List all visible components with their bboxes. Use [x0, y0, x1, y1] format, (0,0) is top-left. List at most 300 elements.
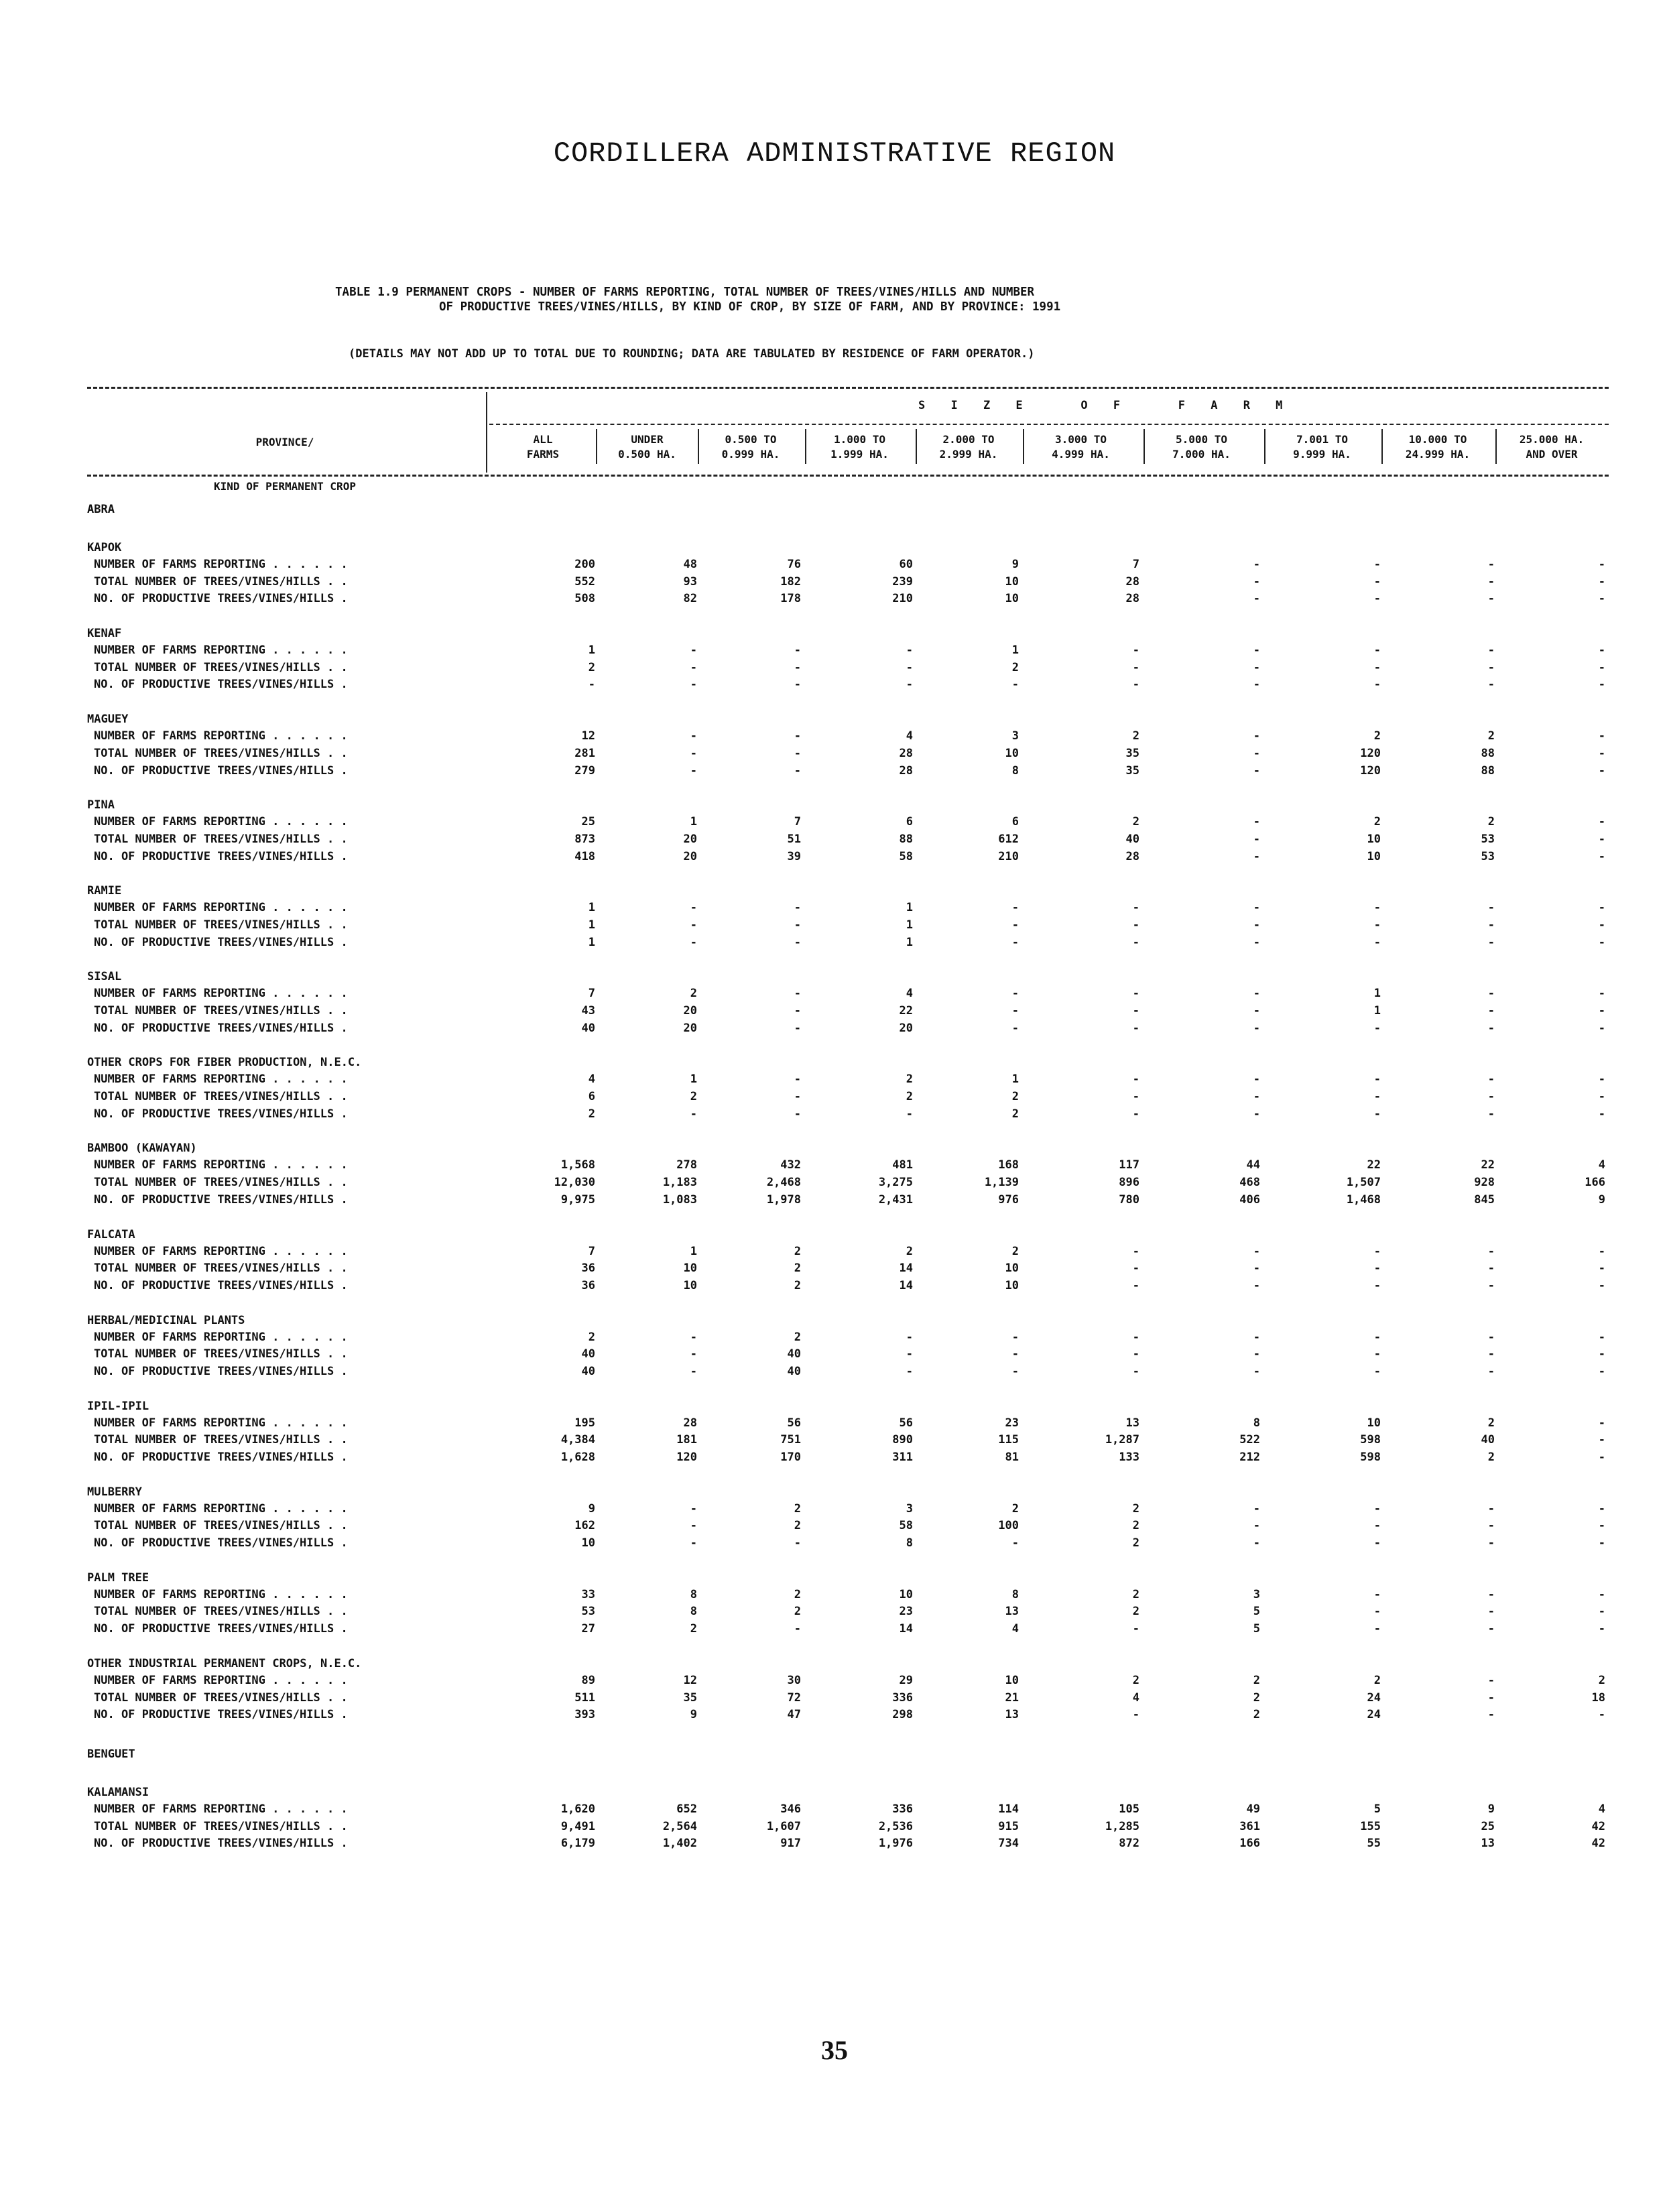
table-cell: 40 — [581, 1021, 595, 1035]
stub-heading-line: KIND OF PERMANENT CROP — [214, 480, 356, 493]
row-productive-trees — [87, 1363, 1605, 1381]
row-label: NUMBER OF FARMS REPORTING . . . . . . — [94, 1072, 348, 1087]
table-caption-line: OF PRODUCTIVE TREES/VINES/HILLS, BY KIND OF CROP, BY SIZE OF FARM, AND BY PROVINCE: 1991 — [439, 300, 1061, 314]
column-divider — [698, 429, 699, 464]
table-cell: 9 — [1598, 1192, 1605, 1207]
crop-name: RAMIE — [87, 884, 122, 898]
crop-name: KENAF — [87, 627, 122, 641]
table-cell: - — [1011, 901, 1019, 915]
table-cell: 115 — [998, 1433, 1019, 1447]
row-productive-trees — [87, 591, 1605, 608]
table-cell: - — [1373, 1021, 1381, 1035]
row-total-trees — [87, 660, 1605, 677]
table-cell: 1,287 — [1105, 1433, 1139, 1447]
table-cell: 552 — [574, 574, 595, 589]
table-cell: - — [1253, 1501, 1260, 1516]
row-productive-trees — [87, 1278, 1605, 1295]
table-cell: - — [690, 1347, 697, 1361]
table-cell: 1 — [906, 918, 913, 932]
row-farms-reporting — [87, 1587, 1605, 1604]
table-cell: 1,976 — [878, 1837, 913, 1851]
table-cell: 51 — [787, 832, 801, 846]
row-label: TOTAL NUMBER OF TREES/VINES/HILLS . . — [94, 832, 348, 846]
table-cell: 28 — [899, 746, 913, 760]
table-cell: 10 — [1005, 592, 1019, 606]
row-label: NO. OF PRODUCTIVE TREES/VINES/HILLS . — [94, 763, 348, 778]
column-divider — [596, 429, 597, 464]
row-total-trees — [87, 1260, 1605, 1278]
table-cell: - — [794, 935, 801, 949]
table-cell: - — [1132, 1347, 1139, 1361]
crop-name: OTHER CROPS FOR FIBER PRODUCTION, N.E.C. — [87, 1056, 362, 1070]
table-cell: 1,978 — [766, 1192, 801, 1207]
row-label: NO. OF PRODUCTIVE TREES/VINES/HILLS . — [94, 1837, 348, 1851]
table-cell: - — [1487, 660, 1495, 674]
crop-block — [87, 540, 1605, 608]
column-divider — [805, 429, 806, 464]
table-cell: 10 — [1005, 1262, 1019, 1276]
table-cell: 8 — [1011, 763, 1019, 778]
row-label: NUMBER OF FARMS REPORTING . . . . . . — [94, 1587, 348, 1601]
row-label: NUMBER OF FARMS REPORTING . . . . . . — [94, 729, 348, 743]
column-header-line: 0.500 HA. — [618, 448, 676, 460]
row-label: NUMBER OF FARMS REPORTING . . . . . . — [94, 1158, 348, 1172]
table-cell: - — [690, 746, 697, 760]
table-cell: - — [1373, 643, 1381, 658]
table-cell: 511 — [574, 1691, 595, 1705]
table-cell: - — [1487, 1605, 1495, 1619]
column-header — [599, 432, 696, 462]
stub-heading-line: PROVINCE/ — [255, 436, 314, 448]
table-cell: - — [1373, 1364, 1381, 1378]
row-farms-reporting — [87, 985, 1605, 1003]
table-cell: 2 — [588, 660, 595, 674]
table-cell: - — [1011, 987, 1019, 1001]
table-cell: - — [794, 1004, 801, 1018]
table-cell: 23 — [899, 1605, 913, 1619]
row-label: NO. OF PRODUCTIVE TREES/VINES/HILLS . — [94, 678, 348, 692]
table-cell: - — [1487, 1519, 1495, 1533]
row-label: NO. OF PRODUCTIVE TREES/VINES/HILLS . — [94, 1107, 348, 1121]
table-cell: 2 — [1132, 815, 1139, 829]
table-cell: - — [1598, 901, 1605, 915]
table-cell: 20 — [683, 849, 697, 863]
table-cell: 406 — [1239, 1192, 1260, 1207]
column-header-line: 24.999 HA. — [1405, 448, 1471, 460]
row-farms-reporting — [87, 1243, 1605, 1261]
table-cell: 1 — [1373, 1004, 1381, 1018]
table-cell: 35 — [683, 1691, 697, 1705]
table-cell: 8 — [690, 1605, 697, 1619]
table-cell: 890 — [892, 1433, 913, 1447]
table-cell: 7 — [1132, 558, 1139, 571]
table-cell: - — [1132, 1021, 1139, 1035]
table-cell: 82 — [683, 592, 697, 606]
table-cell: - — [690, 1107, 697, 1121]
table-cell: - — [1253, 678, 1260, 692]
table-cell: - — [1598, 1278, 1605, 1292]
table-cell: 18 — [1591, 1691, 1605, 1705]
table-cell: - — [1598, 729, 1605, 743]
table-cell: 53 — [1481, 849, 1495, 863]
table-cell: - — [1253, 1330, 1260, 1344]
table-cell: 239 — [892, 574, 913, 589]
crop-name: KAPOK — [87, 541, 122, 554]
row-total-trees — [87, 1003, 1605, 1020]
row-productive-trees — [87, 1621, 1605, 1638]
table-cell: - — [1132, 1090, 1139, 1104]
table-cell: 9 — [1487, 1802, 1495, 1816]
table-cell: 20 — [899, 1021, 913, 1035]
size-of-farm-heading: S I Z E O F F A R M — [918, 399, 1292, 412]
table-cell: - — [1373, 592, 1381, 606]
table-cell: - — [1253, 746, 1260, 760]
table-cell: 2 — [1487, 815, 1495, 829]
table-cell: 47 — [787, 1708, 801, 1722]
table-cell: 598 — [1360, 1433, 1381, 1447]
table-cell: - — [906, 1364, 913, 1378]
table-cell: - — [1598, 1244, 1605, 1258]
table-cell: - — [794, 987, 801, 1001]
row-label: TOTAL NUMBER OF TREES/VINES/HILLS . . — [94, 1176, 348, 1190]
table-cell: 10 — [1005, 1673, 1019, 1687]
table-cell: 1,607 — [766, 1819, 801, 1833]
table-cell: 49 — [1246, 1802, 1260, 1816]
table-cell: - — [794, 763, 801, 778]
table-cell: - — [1132, 660, 1139, 674]
table-cell: 2 — [1487, 1416, 1495, 1430]
row-total-trees — [87, 1603, 1605, 1621]
table-cell: - — [1132, 1107, 1139, 1121]
row-label: TOTAL NUMBER OF TREES/VINES/HILLS . . — [94, 1347, 348, 1361]
row-farms-reporting — [87, 1329, 1605, 1347]
table-cell: 20 — [683, 1004, 697, 1018]
table-cell: - — [906, 1107, 913, 1121]
column-divider — [1495, 429, 1497, 464]
table-cell: 872 — [1119, 1837, 1139, 1851]
table-cell: 2 — [794, 1519, 801, 1533]
row-label: TOTAL NUMBER OF TREES/VINES/HILLS . . — [94, 1605, 348, 1619]
table-cell: 182 — [780, 574, 801, 589]
table-cell: - — [1253, 1244, 1260, 1258]
table-cell: 4 — [1598, 1158, 1605, 1172]
table-cell: 9,975 — [560, 1192, 595, 1207]
table-cell: - — [906, 643, 913, 658]
table-cell: 10 — [1367, 1416, 1381, 1430]
table-cell: - — [1253, 1519, 1260, 1533]
row-productive-trees — [87, 1835, 1605, 1853]
table-cell: - — [1132, 1364, 1139, 1378]
table-cell: 76 — [787, 558, 801, 571]
column-header-line: UNDER — [631, 433, 664, 446]
table-cell: 24 — [1367, 1708, 1381, 1722]
column-header-line: 7.001 TO — [1296, 433, 1349, 446]
table-cell: 35 — [1125, 763, 1139, 778]
table-cell: 5 — [1373, 1802, 1381, 1816]
table-cell: 14 — [899, 1622, 913, 1636]
table-cell: 2 — [794, 1262, 801, 1276]
table-cell: 2 — [906, 1244, 913, 1258]
table-cell: - — [1373, 1330, 1381, 1344]
table-cell: - — [794, 660, 801, 674]
table-cell: 2 — [794, 1587, 801, 1601]
crop-name: PALM TREE — [87, 1571, 149, 1585]
crop-block — [87, 797, 1605, 865]
table-cell: 5 — [1253, 1622, 1260, 1636]
table-cell: 8 — [1011, 1587, 1019, 1601]
table-cell: - — [690, 678, 697, 692]
table-cell: - — [1487, 1090, 1495, 1104]
table-cell: 23 — [1005, 1416, 1019, 1430]
crop-block — [87, 1784, 1605, 1853]
table-cell: 13 — [1125, 1416, 1139, 1430]
table-cell: - — [794, 901, 801, 915]
table-cell: 468 — [1239, 1176, 1260, 1190]
table-cell: - — [1598, 987, 1605, 1001]
table-cell: - — [1487, 918, 1495, 932]
table-cell: - — [1373, 678, 1381, 692]
table-cell: 278 — [676, 1158, 697, 1172]
table-cell: - — [1598, 592, 1605, 606]
table-cell: 36 — [581, 1262, 595, 1276]
table-cell: 4 — [1598, 1802, 1605, 1816]
table-cell: 10 — [1005, 746, 1019, 760]
column-header — [918, 432, 1019, 462]
row-label: TOTAL NUMBER OF TREES/VINES/HILLS . . — [94, 574, 348, 589]
crop-name: OTHER INDUSTRIAL PERMANENT CROPS, N.E.C. — [87, 1656, 362, 1670]
column-divider — [1381, 429, 1383, 464]
crop-block — [87, 1398, 1605, 1467]
table-cell: 100 — [998, 1519, 1019, 1533]
table-cell: 896 — [1119, 1176, 1139, 1190]
row-farms-reporting — [87, 1157, 1605, 1174]
table-cell: 5 — [1253, 1605, 1260, 1619]
table-cell: - — [1373, 1090, 1381, 1104]
table-cell: - — [1487, 1622, 1495, 1636]
row-farms-reporting — [87, 728, 1605, 745]
row-total-trees — [87, 917, 1605, 934]
table-cell: - — [1487, 1691, 1495, 1705]
table-cell: 27 — [581, 1622, 595, 1636]
table-cell: - — [1253, 815, 1260, 829]
table-cell: - — [1487, 678, 1495, 692]
table-cell: - — [1253, 1072, 1260, 1087]
table-cell: - — [1598, 1021, 1605, 1035]
table-cell: 1,139 — [984, 1176, 1019, 1190]
row-productive-trees — [87, 1020, 1605, 1038]
table-cell: 155 — [1360, 1819, 1381, 1833]
table-cell: - — [1011, 1021, 1019, 1035]
table-cell: 12 — [683, 1673, 697, 1687]
table-cell: 53 — [1481, 832, 1495, 846]
table-cell: 2 — [906, 1072, 913, 1087]
crop-block — [87, 1227, 1605, 1295]
table-cell: - — [1011, 1347, 1019, 1361]
table-cell: 114 — [998, 1802, 1019, 1816]
table-cell: 10 — [1367, 849, 1381, 863]
table-cell: - — [1253, 643, 1260, 658]
table-cell: - — [1253, 832, 1260, 846]
table-cell: 1,568 — [560, 1158, 595, 1172]
table-cell: 25 — [581, 815, 595, 829]
table-cell: - — [690, 1330, 697, 1344]
column-header — [808, 432, 912, 462]
table-cell: 1 — [588, 935, 595, 949]
table-cell: 2 — [1253, 1691, 1260, 1705]
table-cell: 481 — [892, 1158, 913, 1172]
table-cell: 24 — [1367, 1691, 1381, 1705]
table-cell: 56 — [899, 1416, 913, 1430]
table-cell: 120 — [1360, 746, 1381, 760]
table-cell: 40 — [1125, 832, 1139, 846]
table-cell: - — [1253, 1364, 1260, 1378]
table-cell: - — [1132, 678, 1139, 692]
table-cell: - — [1598, 1451, 1605, 1464]
table-cell: 89 — [581, 1673, 595, 1687]
table-cell: - — [1011, 1004, 1019, 1018]
table-cell: 2 — [1011, 660, 1019, 674]
table-cell: - — [1598, 1004, 1605, 1018]
table-caption-line: TABLE 1.9 PERMANENT CROPS - NUMBER OF FARMS REPORTING, TOTAL NUMBER OF TREES/VINES/HILLS AND NUMBER — [335, 286, 1035, 299]
row-label: NUMBER OF FARMS REPORTING . . . . . . — [94, 1802, 348, 1816]
table-cell: 652 — [676, 1802, 697, 1816]
table-cell: - — [1487, 987, 1495, 1001]
row-label: TOTAL NUMBER OF TREES/VINES/HILLS . . — [94, 1819, 348, 1833]
row-total-trees — [87, 1690, 1605, 1707]
row-label: NO. OF PRODUCTIVE TREES/VINES/HILLS . — [94, 1278, 348, 1292]
table-cell: 13 — [1005, 1605, 1019, 1619]
row-farms-reporting — [87, 556, 1605, 574]
table-cell: 28 — [1125, 592, 1139, 606]
table-cell: 14 — [899, 1262, 913, 1276]
table-cell: - — [1598, 660, 1605, 674]
table-cell: - — [1373, 901, 1381, 915]
table-cell: 2 — [1132, 1673, 1139, 1687]
table-cell: - — [1011, 1536, 1019, 1550]
table-cell: 2 — [1598, 1673, 1605, 1687]
table-cell: 2 — [1132, 729, 1139, 743]
row-farms-reporting — [87, 1672, 1605, 1690]
row-label: NUMBER OF FARMS REPORTING . . . . . . — [94, 1330, 348, 1344]
table-cell: 2,431 — [878, 1192, 913, 1207]
column-header-line: AND OVER — [1526, 448, 1578, 460]
table-cell: 7 — [794, 815, 801, 829]
table-cell: - — [1598, 558, 1605, 571]
table-cell: 418 — [574, 849, 595, 863]
table-cell: - — [690, 935, 697, 949]
table-cell: 2 — [690, 1090, 697, 1104]
table-cell: 7 — [588, 987, 595, 1001]
table-cell: 28 — [1125, 574, 1139, 589]
table-cell: 2 — [794, 1605, 801, 1619]
table-cell: 1 — [588, 901, 595, 915]
table-cell: - — [906, 660, 913, 674]
table-cell: 4 — [906, 729, 913, 743]
table-cell: - — [1487, 1587, 1495, 1601]
table-cell: - — [1598, 849, 1605, 863]
table-cell: 522 — [1239, 1433, 1260, 1447]
table-cell: 2 — [1011, 1090, 1019, 1104]
table-cell: 42 — [1591, 1837, 1605, 1851]
crop-block — [87, 1312, 1605, 1381]
row-total-trees — [87, 831, 1605, 849]
table-cell: - — [1598, 1347, 1605, 1361]
table-cell: 917 — [780, 1837, 801, 1851]
table-cell: - — [1487, 1708, 1495, 1722]
table-cell: - — [1253, 1107, 1260, 1121]
table-cell: - — [794, 1622, 801, 1636]
table-cell: - — [794, 678, 801, 692]
table-cell: - — [1598, 1605, 1605, 1619]
table-cell: 2 — [1132, 1587, 1139, 1601]
crop-block — [87, 883, 1605, 951]
table-cell: 53 — [581, 1605, 595, 1619]
table-cell: - — [1598, 832, 1605, 846]
table-cell: 915 — [998, 1819, 1019, 1833]
table-cell: - — [1598, 1501, 1605, 1516]
table-cell: 361 — [1239, 1819, 1260, 1833]
table-cell: - — [1373, 660, 1381, 674]
row-total-trees — [87, 1346, 1605, 1363]
table-cell: - — [1598, 1433, 1605, 1447]
table-cell: - — [1373, 1605, 1381, 1619]
table-cell: 28 — [1125, 849, 1139, 863]
table-cell: - — [794, 1021, 801, 1035]
column-header-line: 4.999 HA. — [1052, 448, 1110, 460]
column-divider — [1264, 429, 1265, 464]
column-header-line: 10.000 TO — [1408, 433, 1467, 446]
table-cell: 2 — [1487, 729, 1495, 743]
province-heading: ABRA — [87, 503, 115, 516]
column-header-line: 1.000 TO — [833, 433, 886, 446]
table-cell: 2 — [1132, 1519, 1139, 1533]
row-productive-trees — [87, 1449, 1605, 1467]
table-cell: - — [1011, 935, 1019, 949]
table-cell: - — [1598, 574, 1605, 589]
table-cell: - — [690, 1364, 697, 1378]
table-cell: 58 — [899, 1519, 913, 1533]
table-cell: 2 — [1011, 1107, 1019, 1121]
table-cell: - — [1253, 935, 1260, 949]
table-cell: - — [690, 901, 697, 915]
table-cell: - — [1487, 1347, 1495, 1361]
table-cell: 2 — [1132, 1501, 1139, 1516]
row-label: TOTAL NUMBER OF TREES/VINES/HILLS . . — [94, 660, 348, 674]
row-label: NO. OF PRODUCTIVE TREES/VINES/HILLS . — [94, 1451, 348, 1464]
table-cell: - — [1253, 918, 1260, 932]
crop-block — [87, 1140, 1605, 1209]
table-cell: - — [794, 1090, 801, 1104]
row-productive-trees — [87, 934, 1605, 952]
table-cell: 2 — [1132, 1536, 1139, 1550]
table-cell: 166 — [1239, 1837, 1260, 1851]
table-cell: - — [1598, 1107, 1605, 1121]
table-cell: - — [1487, 1536, 1495, 1550]
table-cell: 210 — [998, 849, 1019, 863]
table-cell: - — [690, 1536, 697, 1550]
table-cell: 2 — [690, 1622, 697, 1636]
table-cell: - — [1487, 1278, 1495, 1292]
row-productive-trees — [87, 1192, 1605, 1209]
row-total-trees — [87, 1819, 1605, 1836]
table-cell: 10 — [1005, 1278, 1019, 1292]
table-cell: 22 — [1367, 1158, 1381, 1172]
table-cell: 734 — [998, 1837, 1019, 1851]
column-header — [1146, 432, 1257, 462]
table-cell: 10 — [899, 1587, 913, 1601]
row-label: TOTAL NUMBER OF TREES/VINES/HILLS . . — [94, 1262, 348, 1276]
crop-block — [87, 1054, 1605, 1123]
